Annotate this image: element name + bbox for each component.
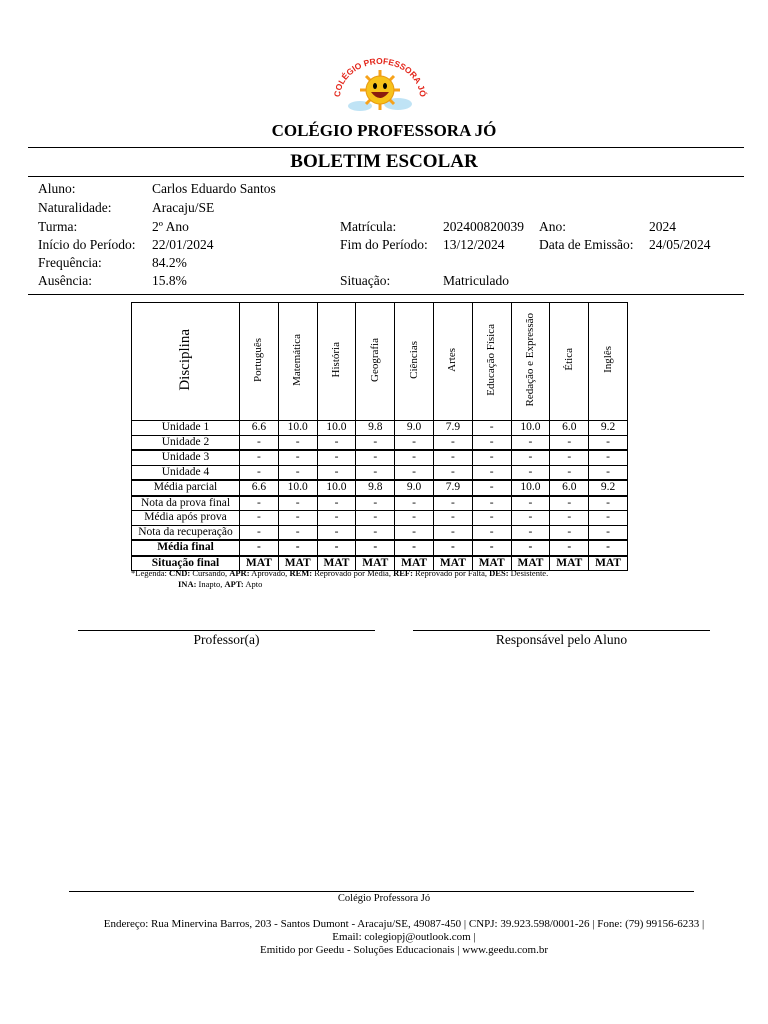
situacao-label: Situação: [340,273,391,288]
turma-label: Turma: [38,219,78,234]
ano-value: 2024 [649,219,676,234]
grade-cell: - [356,540,395,556]
grade-cell: MAT [511,556,550,571]
grade-cell: MAT [317,556,356,571]
grade-row [132,540,628,556]
grade-cell: - [395,450,434,465]
grade-cell: 9.2 [589,480,628,496]
guardian-signature-line [413,630,710,631]
grade-cell: - [317,465,356,480]
grade-cell: - [589,496,628,511]
inicio-label: Início do Período: [38,237,136,252]
grade-row-label: Média final [132,540,240,556]
divider [28,176,744,177]
grade-cell: - [240,435,279,450]
grade-cell: - [356,450,395,465]
subject-header: Geografia [356,303,395,421]
grade-cell: - [395,435,434,450]
logo-text: COLÉGIO PROFESSORA JÓ [331,55,429,98]
grade-cell: - [550,435,589,450]
grade-cell: - [278,450,317,465]
footer-divider [69,891,694,892]
grade-cell: - [240,511,279,526]
subject-header: Ética [550,303,589,421]
naturalidade-value: Aracaju/SE [152,200,215,215]
grade-row-label: Situação final [132,556,240,571]
grade-cell: 6.0 [550,480,589,496]
grade-cell: 9.0 [395,421,434,436]
grade-cell: MAT [278,556,317,571]
aluno-value: Carlos Eduardo Santos [152,181,276,196]
legend [131,568,548,590]
grade-cell: MAT [395,556,434,571]
grade-cell: MAT [433,556,472,571]
school-logo [330,52,430,116]
grade-cell: - [395,540,434,556]
grade-cell: - [433,511,472,526]
footer-issued-by: Emitido por Geedu - Soluções Educacionais | www.geedu.com.br [259,944,549,956]
grade-row-label: Unidade 1 [132,421,240,436]
grade-row [132,421,628,436]
grade-row [132,465,628,480]
emissao-label: Data de Emissão: [539,237,634,252]
legend-line-2: INA: Inapto, APT: Apto [178,579,263,589]
grade-cell: MAT [356,556,395,571]
subject-header: Artes [433,303,472,421]
grade-cell: - [433,540,472,556]
grade-cell: MAT [589,556,628,571]
grade-cell: - [472,525,511,540]
grade-cell: - [240,496,279,511]
grade-cell: 9.8 [356,480,395,496]
grade-cell: - [589,435,628,450]
grade-row-label: Média após prova [132,511,240,526]
turma-value: 2º Ano [152,219,189,234]
subject-header: Matemática [278,303,317,421]
grade-cell: - [278,540,317,556]
subjects-header-row [132,303,628,421]
grade-cell: - [356,511,395,526]
divider [28,147,744,148]
inicio-value: 22/01/2024 [152,237,214,252]
grade-cell: - [511,525,550,540]
footer-school-name: Colégio Professora Jó [337,893,431,904]
teacher-signature-line [78,630,375,631]
grade-cell: - [395,525,434,540]
grade-row-label: Nota da prova final [132,496,240,511]
grade-row [132,435,628,450]
grade-cell: - [278,525,317,540]
grade-cell: - [550,450,589,465]
grade-cell: - [433,525,472,540]
guardian-signature-label: Responsável pelo Aluno [495,632,628,647]
ano-label: Ano: [539,219,566,234]
subject-header: Redação e Expressão [511,303,550,421]
grade-cell: 9.2 [589,421,628,436]
aluno-label: Aluno: [38,181,76,196]
grade-cell: 9.0 [395,480,434,496]
grade-cell: - [356,525,395,540]
grade-cell: MAT [240,556,279,571]
footer-address: Endereço: Rua Minervina Barros, 203 - Santos Dumont - Aracaju/SE, 49087-450 | CNPJ: 39.923.598/0001-26 | Fone: (79) 99156-6233 | Email: colegiopj@outlook.com | [103,918,705,943]
emissao-value: 24/05/2024 [649,237,711,252]
grade-cell: - [278,435,317,450]
teacher-signature-label: Professor(a) [193,632,260,647]
grade-cell: 10.0 [317,421,356,436]
grade-cell: - [550,465,589,480]
grade-cell: - [511,540,550,556]
grade-row [132,480,628,496]
grade-cell: - [278,496,317,511]
grade-cell: - [433,435,472,450]
grade-cell: - [356,496,395,511]
grade-cell: 6.6 [240,421,279,436]
grade-cell: - [240,540,279,556]
grade-cell: - [395,496,434,511]
grade-row-label: Média parcial [132,480,240,496]
grade-cell: - [433,496,472,511]
grade-cell: - [589,511,628,526]
grade-cell: 7.9 [433,480,472,496]
grade-cell: - [472,421,511,436]
grade-cell: 10.0 [511,421,550,436]
grade-cell: - [278,511,317,526]
frequencia-label: Frequência: [38,255,102,270]
grade-cell: - [511,435,550,450]
grade-cell: - [278,465,317,480]
frequencia-value: 84.2% [152,255,187,270]
discipline-header: Disciplina [132,303,240,421]
subject-header: Educação Física [472,303,511,421]
grade-cell: 10.0 [278,421,317,436]
grade-row-label: Nota da recuperação [132,525,240,540]
legend-line-1: *Legenda: CND: Cursando, APR: Aprovado, REM: Reprovado por Média, REF: Reprovado por Falta, DES: Desistente. [131,568,549,578]
grade-cell: - [317,435,356,450]
footer-address-block [94,918,714,957]
grade-cell: - [472,480,511,496]
grade-cell: MAT [550,556,589,571]
grade-cell: 6.0 [550,421,589,436]
grade-cell: - [550,525,589,540]
ausencia-value: 15.8% [152,273,187,288]
grade-cell: - [395,465,434,480]
grade-row [132,496,628,511]
grade-cell: - [472,496,511,511]
grade-cell: - [511,511,550,526]
grade-row-label: Unidade 2 [132,435,240,450]
grade-cell: - [550,511,589,526]
grade-cell: - [240,465,279,480]
grade-cell: - [472,450,511,465]
grade-cell: - [317,540,356,556]
grade-cell: - [472,540,511,556]
grade-cell: - [550,496,589,511]
grade-cell: - [317,525,356,540]
grade-row-label: Unidade 4 [132,465,240,480]
grade-cell: 9.8 [356,421,395,436]
grade-cell: MAT [472,556,511,571]
grade-cell: - [433,465,472,480]
ausencia-label: Ausência: [38,273,92,288]
grade-cell: - [395,511,434,526]
fim-label: Fim do Período: [340,237,428,252]
grade-cell: - [317,496,356,511]
grade-row [132,525,628,540]
grade-cell: - [472,465,511,480]
grade-cell: - [511,465,550,480]
sun-icon [360,70,400,110]
grade-cell: - [240,525,279,540]
divider [28,294,744,295]
grade-cell: - [589,465,628,480]
grade-cell: 6.6 [240,480,279,496]
grade-cell: - [472,511,511,526]
grade-cell: - [433,450,472,465]
grade-cell: - [511,496,550,511]
subject-header: Português [240,303,279,421]
naturalidade-label: Naturalidade: [38,200,112,215]
grades-table [131,302,628,571]
grade-cell: - [589,450,628,465]
grade-cell: - [472,435,511,450]
grade-cell: - [317,450,356,465]
grade-cell: - [356,435,395,450]
grade-row-label: Unidade 3 [132,450,240,465]
situacao-value: Matriculado [443,273,509,288]
grade-cell: - [356,465,395,480]
grade-cell: - [589,525,628,540]
school-name: COLÉGIO PROFESSORA JÓ [271,121,497,140]
grade-cell: - [240,450,279,465]
subject-header: Ciências [395,303,434,421]
grade-row [132,450,628,465]
matricula-label: Matrícula: [340,219,397,234]
document-title: BOLETIM ESCOLAR [290,151,478,172]
grade-cell: 7.9 [433,421,472,436]
grade-row [132,511,628,526]
subject-header: Inglês [589,303,628,421]
grade-cell: 10.0 [278,480,317,496]
matricula-value: 202400820039 [443,219,524,234]
subject-header: História [317,303,356,421]
grade-cell: 10.0 [511,480,550,496]
grade-cell: - [511,450,550,465]
grade-cell: - [550,540,589,556]
grade-cell: - [589,540,628,556]
fim-value: 13/12/2024 [443,237,505,252]
grade-cell: - [317,511,356,526]
grade-cell: 10.0 [317,480,356,496]
